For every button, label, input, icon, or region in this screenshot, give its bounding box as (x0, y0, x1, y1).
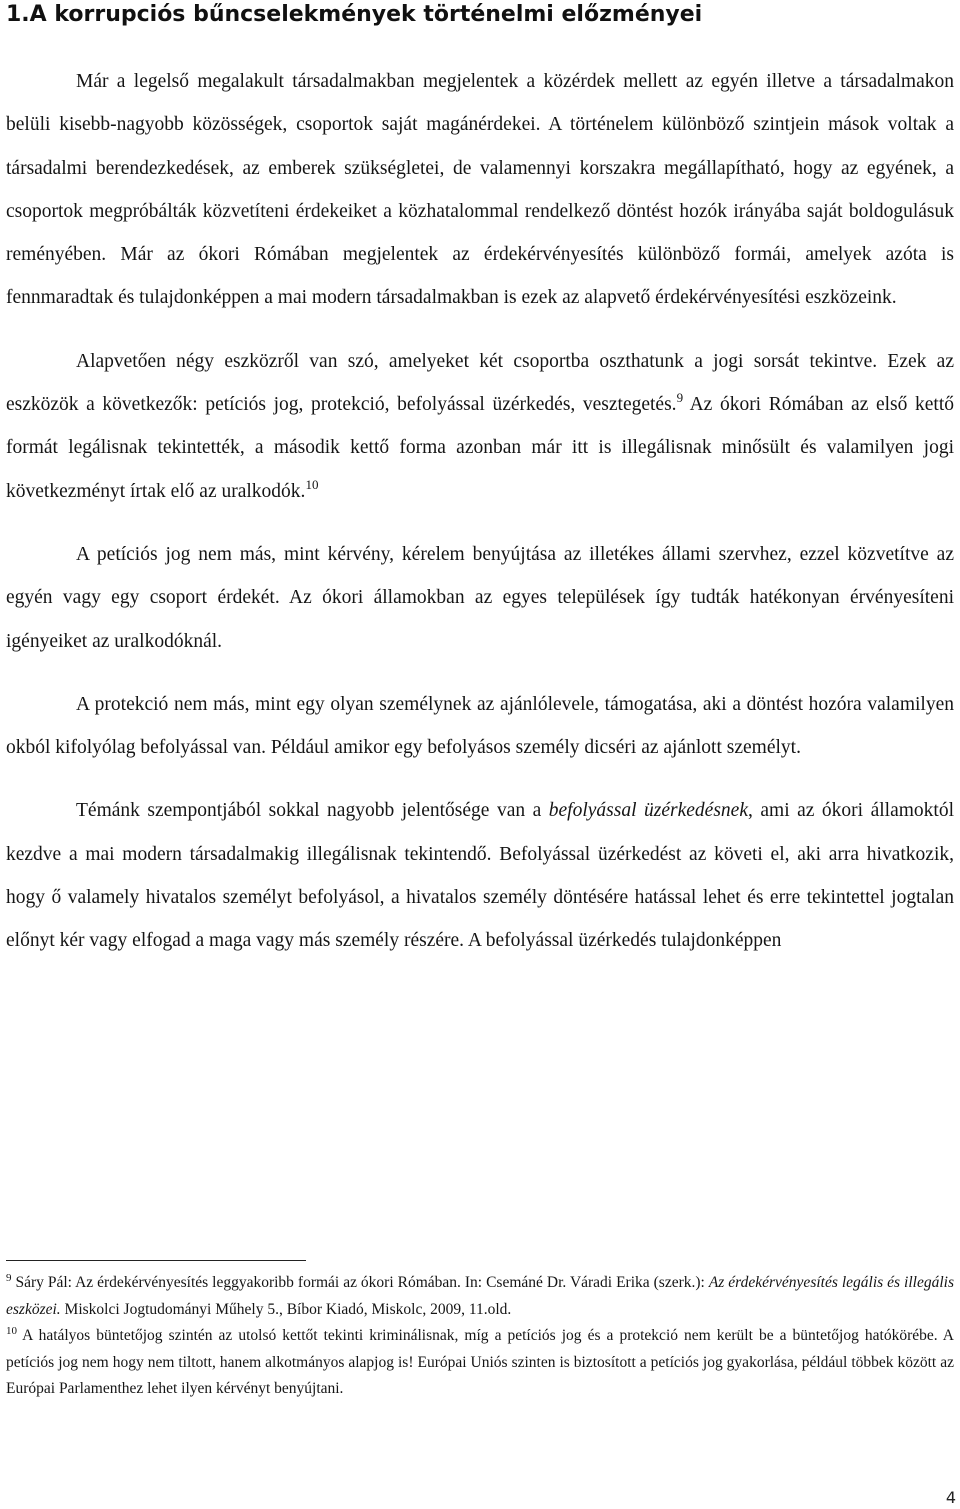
footnote-ref-9[interactable]: 9 (676, 390, 684, 406)
footnotes (6, 1270, 954, 1403)
footnote-9-number: 9 (6, 1272, 12, 1284)
footnote-9-text-b: Miskolci Jogtudományi Műhely 5., Bíbor Kiadó, Miskolc, 2009, 11.old. (60, 1300, 512, 1318)
paragraph-5 (6, 789, 954, 962)
paragraph-5-text-b: , ami az ókori államoktól kezdve a mai modern társadalmakig illegálisnak tekintendő. Befolyással üzérkedést az követi el, aki arra hivatkozik, hogy ő valamely hivatalos személyt befolyásol, a hivatalos személy döntésére hatással lehet és erre tekintettel jogtalan előnyt kér vagy elfogad a maga vagy más személy részére. A befolyással üzérkedés tulajdonképpen (6, 800, 955, 952)
paragraph-2-text-a: Alapvetően négy eszközről van szó, amelyeket két csoportba oszthatunk a jogi sorsát tekintve. Ezek az eszközök a következők: petíciós jog, protekció, befolyással üzérkedés, vesztegetés. (6, 350, 954, 416)
footnote-9-emphasis: Az érdekérvényesítés legális és illegális eszközei. (6, 1274, 954, 1318)
footnote-10 (6, 1323, 954, 1403)
paragraph-3 (6, 533, 954, 663)
page-number: 4 (945, 1488, 956, 1507)
footnote-9-text-a: Sáry Pál: Az érdekérvényesítés leggyakoribb formái az ókori Rómában. In: Csemáné Dr. Váradi Erika (szerk.): (11, 1274, 709, 1291)
footnote-10-number: 10 (6, 1325, 17, 1337)
paragraph-5-emphasis: befolyással üzérkedésnek (548, 800, 748, 822)
body-text (6, 60, 954, 963)
footnote-10-text: A hatályos büntetőjog szintén az utolsó kettőt tekinti kriminálisnak, míg a petíciós jog és a protekció nem került be a büntetőjog hatókörébe. A petíciós jog nem hogy nem tiltott, hanem alkotmányos alapjog is! Európai Uniós szinten is biztosított a petíciós jog gyakorlása, például többek között az Európai Parlamenthez lehet ilyen kérvényt benyújtani. (6, 1327, 954, 1397)
paragraph-1-text: Már a legelső megalakult társadalmakban megjelentek a közérdek mellett az egyén illetve a társadalmakon belüli kisebb-nagyobb közösségek, csoportok saját magánérdekei. A történelem különböző szintjein mások voltak a társadalmi berendezkedések, az emberek szükségletei, de valamennyi korszakra megállapítható, hogy az egyének, a csoportok megpróbálták közvetíteni érdekeiket a közhatalommal rendelkező döntést hozók irányába saját boldogulásuk reményében. Már az ókori Rómában megjelentek az érdekérvényesítés különböző formái, amelyek azóta is fennmaradtak és tulajdonképpen a mai modern társadalmakban is ezek az alapvető érdekérvényesítési eszközeink. (6, 71, 954, 309)
paragraph-5-text-a: Témánk szempontjából sokkal nagyobb jelentősége van a (76, 800, 549, 822)
footnote-9 (6, 1270, 954, 1323)
section-heading: 1.A korrupciós bűncselekmények történelmi előzményei (6, 2, 703, 27)
paragraph-4 (6, 683, 954, 770)
footnote-ref-10[interactable]: 10 (305, 476, 319, 492)
paragraph-2-text-b: Az ókori Rómában az első kettő formát legálisnak tekintették, a második kettő forma azonban már itt is illegálisnak minősült és valamilyen jogi következményt írtak elő az uralkodók. (6, 394, 954, 502)
paragraph-2 (6, 340, 954, 513)
paragraph-3-text: A petíciós jog nem más, mint kérvény, kérelem benyújtása az illetékes állami szervhez, ezzel közvetítve az egyén vagy egy csoport érdekét. Az ókori államokban az egyes települések így tudták hatékonyan érvényesíteni igényeiket az uralkodóknál. (6, 543, 954, 652)
paragraph-1 (6, 60, 954, 320)
footnote-separator (6, 1260, 306, 1261)
paragraph-4-text: A protekció nem más, mint egy olyan személynek az ajánlólevele, támogatása, aki a döntést hozóra valamilyen okból kifolyólag befolyással van. Például amikor egy befolyásos személy dicséri az ajánlott személyt. (6, 693, 954, 759)
